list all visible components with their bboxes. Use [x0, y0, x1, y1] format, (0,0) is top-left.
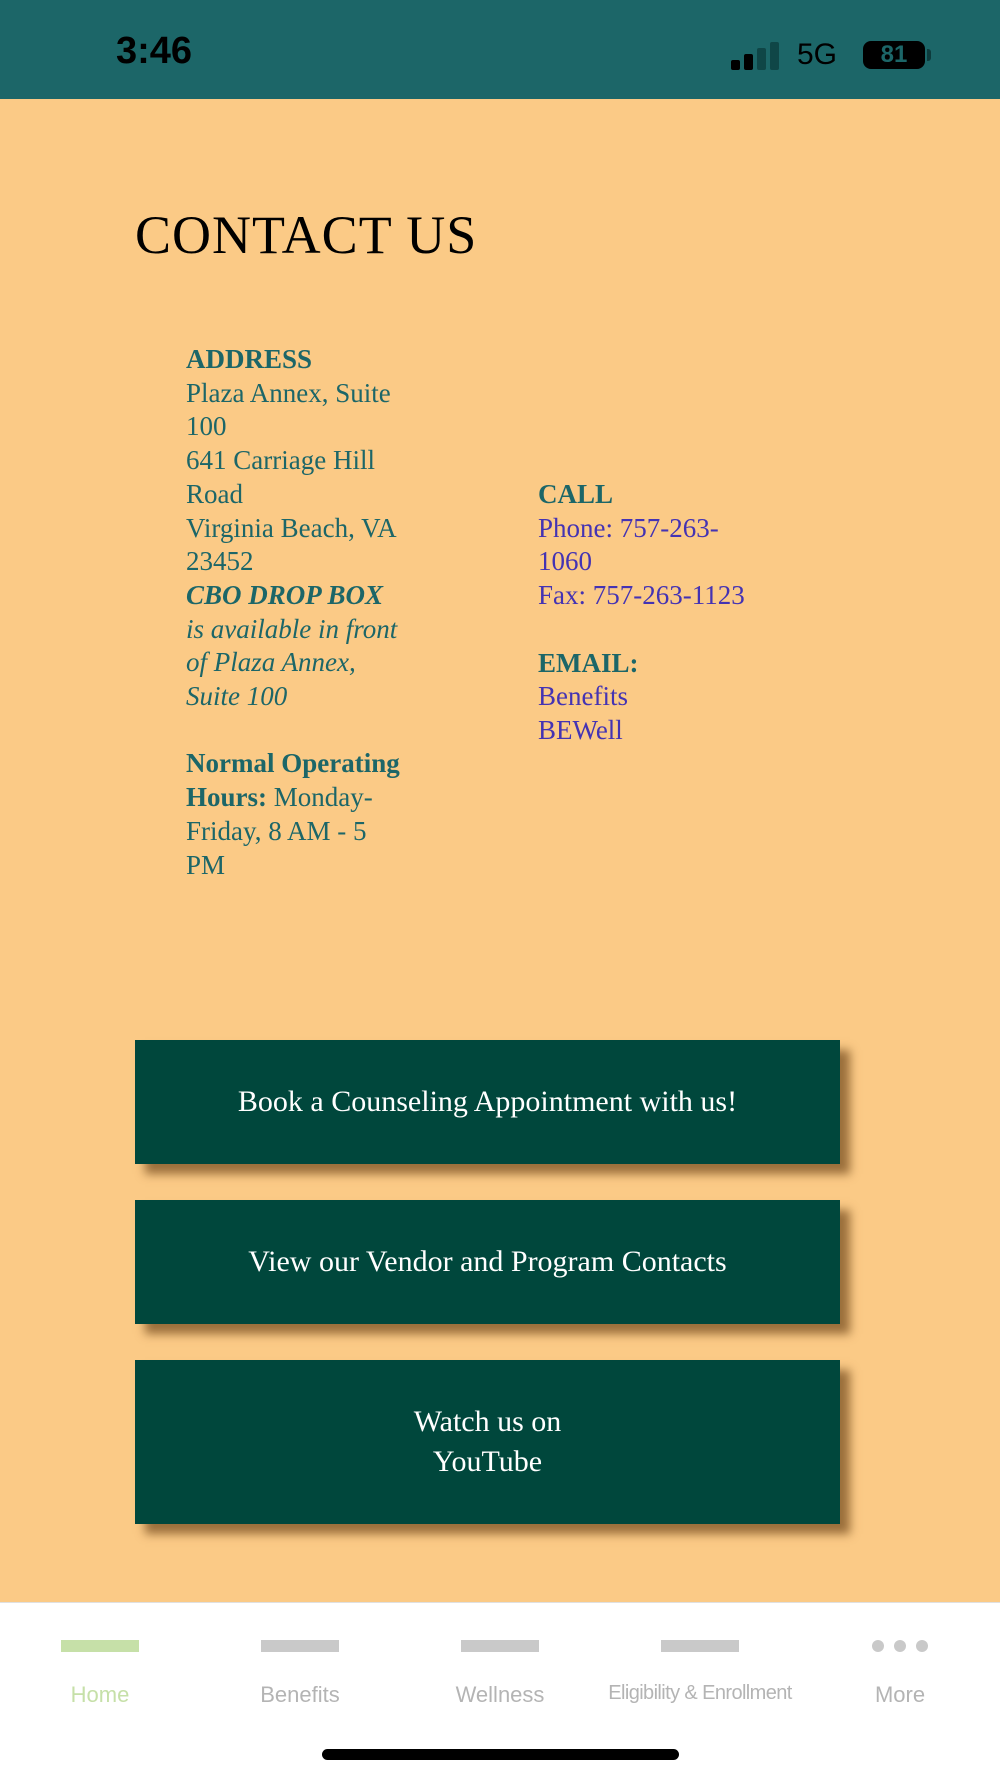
tab-benefits[interactable]	[200, 1603, 400, 1713]
more-dots-icon	[872, 1640, 932, 1652]
vendor-contacts-button[interactable]: View our Vendor and Program Contacts	[135, 1200, 840, 1324]
dropbox-heading: CBO DROP BOX	[186, 579, 384, 610]
dropbox-line: Suite 100	[186, 681, 288, 712]
battery-tip	[927, 49, 931, 61]
hours-line: Friday, 8 AM - 5	[186, 815, 367, 846]
book-appointment-button[interactable]: Book a Counseling Appointment with us!	[135, 1040, 840, 1164]
tab-label: Eligibility & Enrollment	[608, 1682, 792, 1704]
hours-value: Monday-	[267, 782, 373, 813]
email-link-bewell[interactable]: BEWell	[538, 714, 623, 745]
status-time: 3:46	[116, 30, 193, 72]
network-type: 5G	[797, 38, 838, 71]
email-link-benefits[interactable]: Benefits	[538, 681, 628, 712]
address-line: Virginia Beach, VA	[186, 512, 397, 543]
page-title: CONTACT US	[135, 205, 478, 265]
spacer	[538, 613, 828, 647]
status-bar	[0, 0, 1000, 99]
benefits-tab-icon	[261, 1640, 339, 1652]
address-line: 641 Carriage Hill	[186, 445, 375, 476]
tab-more[interactable]	[800, 1603, 1000, 1713]
signal-strength-icon	[731, 40, 781, 70]
youtube-button[interactable]: Watch us on YouTube	[135, 1360, 840, 1524]
email-heading: EMAIL:	[538, 647, 639, 678]
tab-home[interactable]	[0, 1603, 200, 1713]
address-section	[186, 343, 456, 882]
address-line: 100	[186, 411, 227, 442]
phone-link[interactable]: Phone: 757-263-	[538, 512, 719, 543]
tab-label: More	[874, 1682, 926, 1707]
home-tab-icon	[61, 1640, 139, 1652]
phone-link-continued[interactable]: 1060	[538, 546, 592, 577]
tab-label: Home	[70, 1682, 130, 1707]
tab-label: Benefits	[260, 1682, 340, 1707]
home-indicator[interactable]	[322, 1749, 679, 1760]
call-heading: CALL	[538, 479, 614, 509]
contact-section	[538, 478, 828, 748]
address-line: 23452	[186, 546, 254, 577]
hours-line: PM	[186, 849, 226, 880]
dropbox-line: of Plaza Annex,	[186, 647, 356, 678]
address-line: Plaza Annex, Suite	[186, 377, 391, 408]
battery-icon: 81	[863, 41, 925, 69]
hours-label: Hours:	[186, 782, 267, 813]
spacer	[186, 714, 456, 748]
wellness-tab-icon	[461, 1640, 539, 1652]
fax-text: Fax: 757-263-1123	[538, 580, 745, 611]
tab-label: Wellness	[455, 1682, 545, 1707]
address-heading: ADDRESS	[186, 344, 313, 374]
address-line: Road	[186, 478, 243, 509]
dropbox-line: is available in front	[186, 613, 398, 644]
tab-wellness[interactable]	[400, 1603, 600, 1713]
eligibility-tab-icon	[661, 1640, 739, 1652]
hours-line	[186, 781, 456, 815]
tab-eligibility-enrollment[interactable]	[600, 1603, 800, 1713]
hours-heading: Normal Operating	[186, 748, 400, 779]
